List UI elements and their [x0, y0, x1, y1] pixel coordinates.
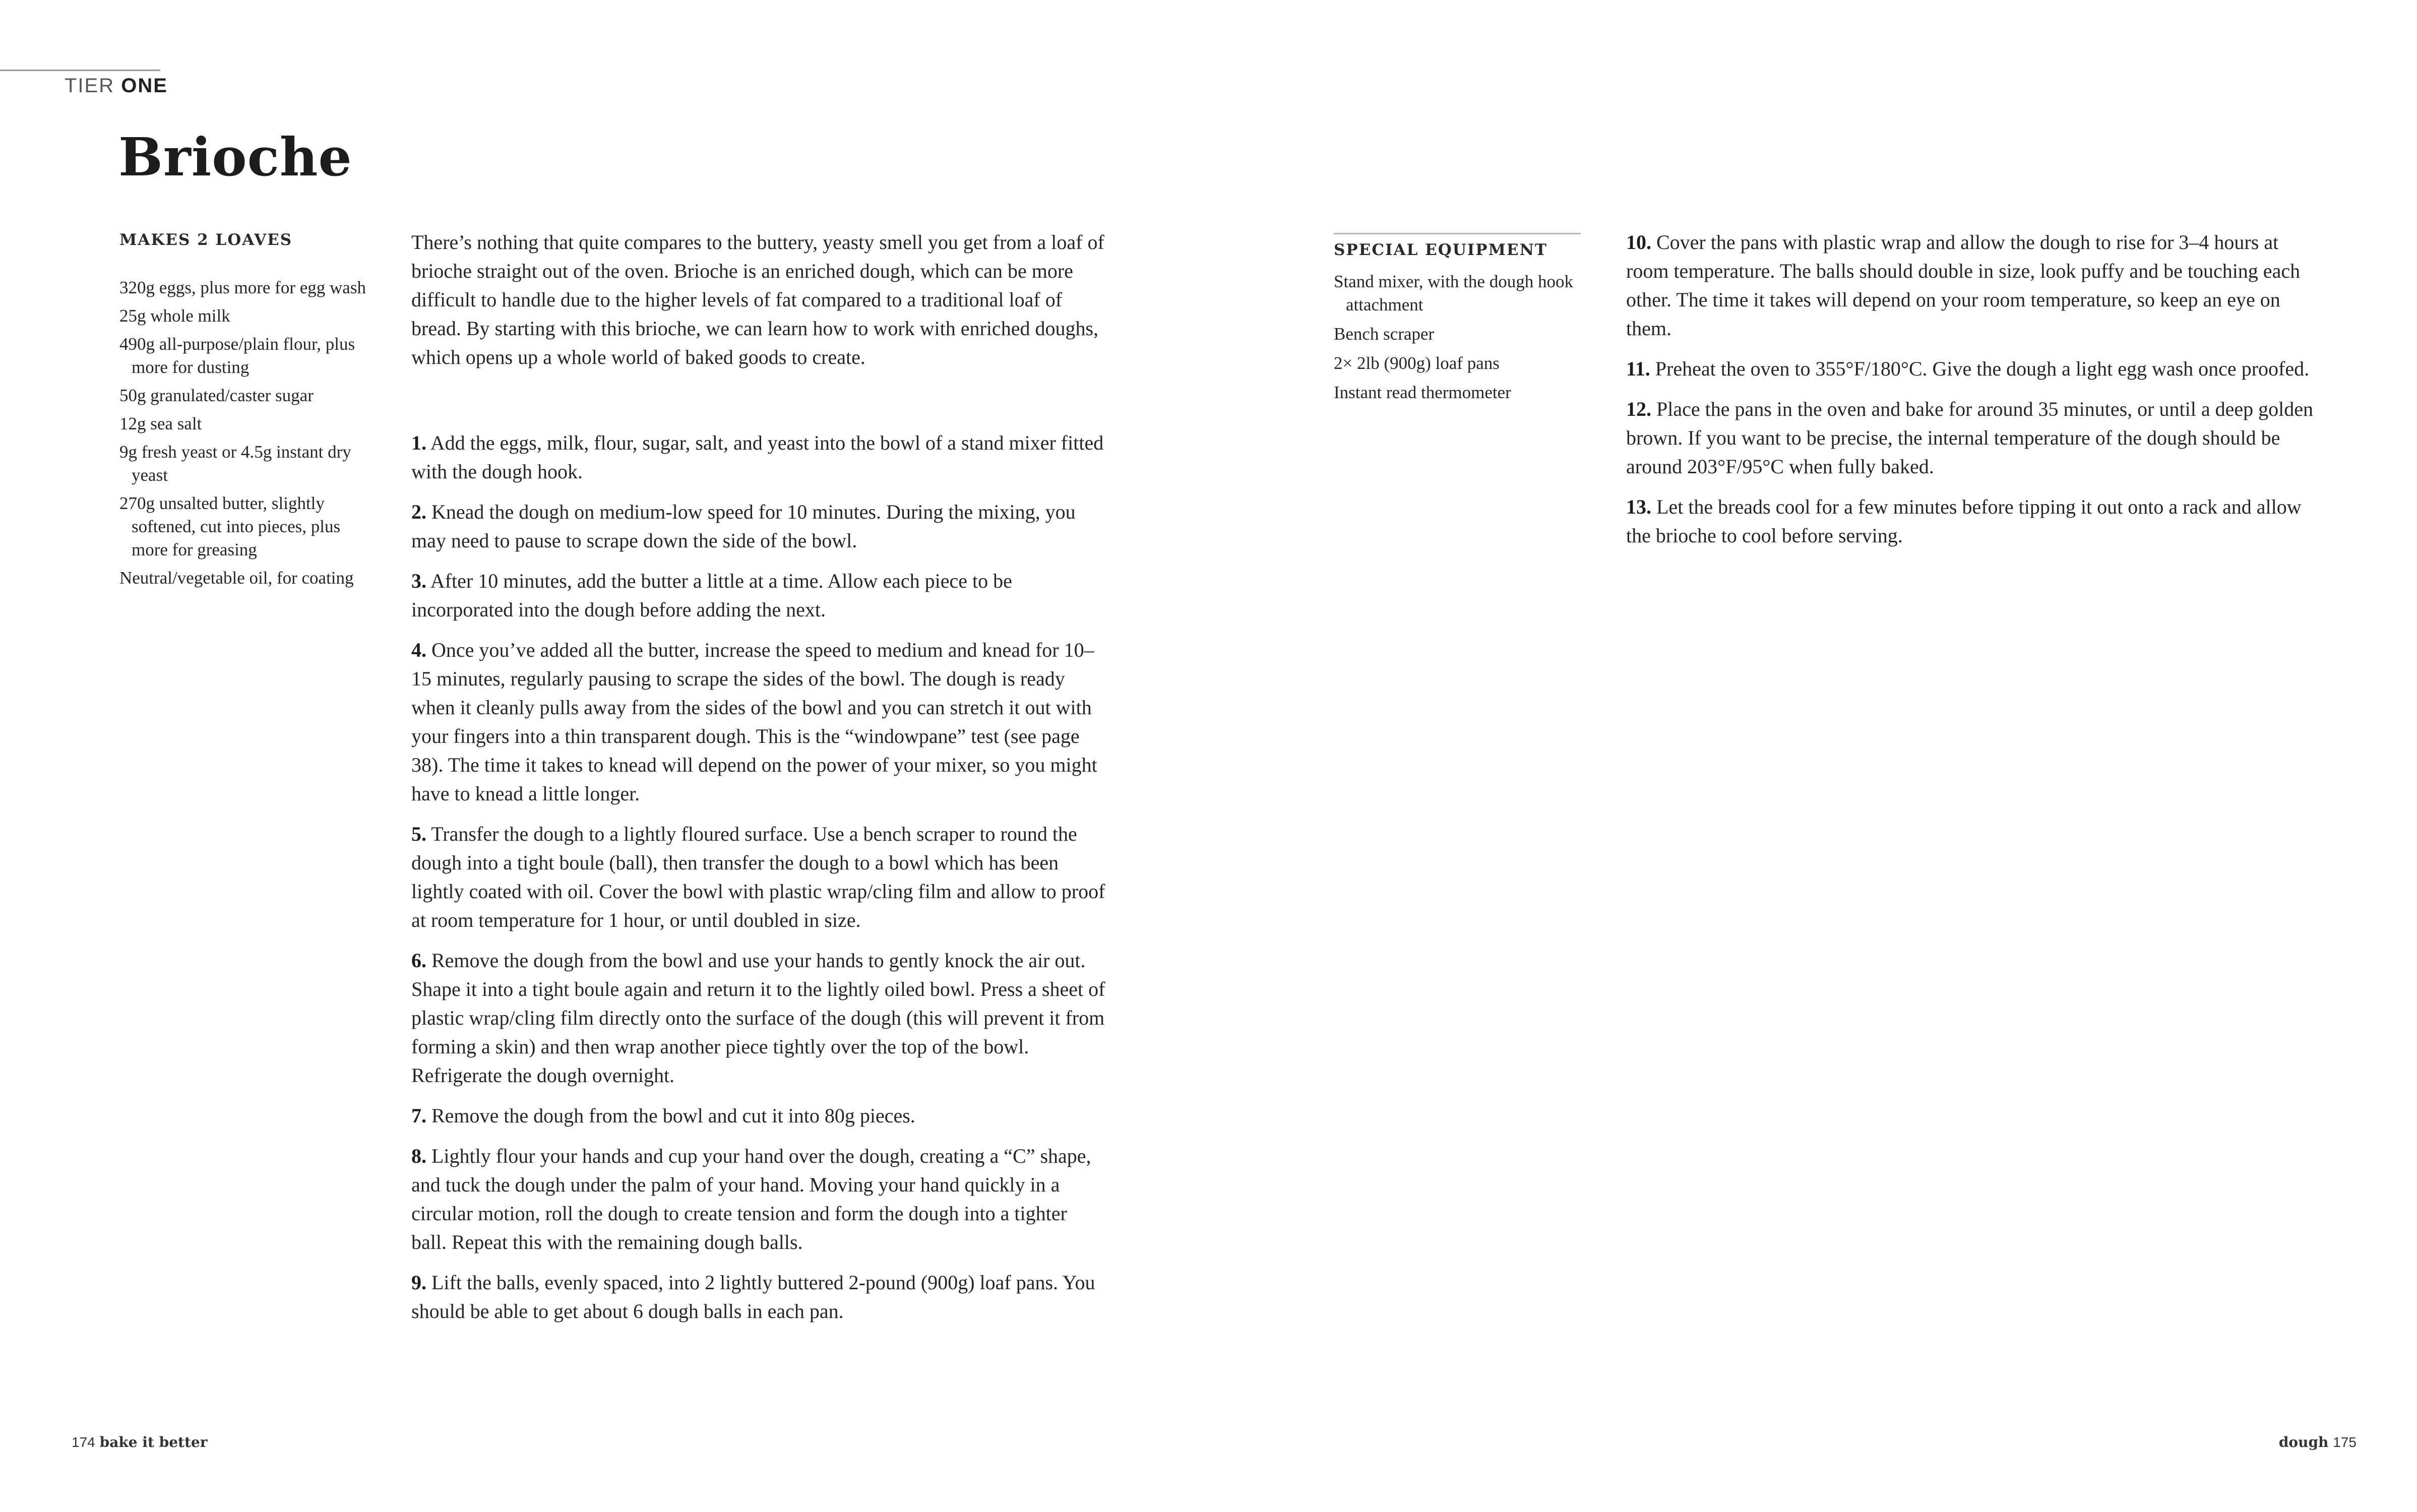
method-step [1626, 395, 2322, 481]
step-text: After 10 minutes, add the butter a little at a time. Allow each piece to be incorporated into the dough before adding the next. [411, 570, 1012, 621]
ingredient-item: 270g unsalted butter, slightly softened, cut into pieces, plus more for greasing [119, 493, 341, 559]
ingredient-list [119, 276, 371, 595]
ingredient-item: 490g all-purpose/plain flour, plus more for dusting [119, 334, 355, 377]
step-text: Once you’ve added all the butter, increase the speed to medium and knead for 10–15 minutes, regularly pausing to scrape the sides of the bowl. The dough is ready when it cleanly pulls away from the sides of the bowl and you can stretch it out with your fingers into a thin transparent dough. This is the “windowpane” test (see page 38). The time it takes to knead will depend on the power of your mixer, so you might have to knead a little longer. [411, 639, 1097, 805]
page-number-left: 174 [72, 1434, 95, 1450]
step-text: Place the pans in the oven and bake for around 35 minutes, or until a deep golden brown. If you want to be precise, the internal temperature of the dough should be around 203°F/95°C when fully baked. [1626, 398, 2313, 478]
step-text: Transfer the dough to a lightly floured surface. Use a bench scraper to round the dough into a tight boule (ball), then transfer the dough to a bowl which has been lightly coated with oil. Cover the bowl with plastic wrap/cling film and allow to proof at room temperature for 1 hour, or until doubled in size. [411, 823, 1105, 931]
yield-label: MAKES 2 LOAVES [119, 231, 293, 249]
tier-rule [0, 70, 160, 71]
footer-right [2279, 1434, 2357, 1451]
equipment-title: SPECIAL EQUIPMENT [1334, 241, 1547, 259]
tier-prefix: TIER [65, 75, 115, 97]
method-step [411, 566, 1107, 624]
step-number: 7. [411, 1104, 426, 1127]
method-step [411, 497, 1107, 555]
equipment-rule [1334, 233, 1581, 234]
step-text: Preheat the oven to 355°F/180°C. Give the dough a light egg wash once proofed. [1655, 357, 2310, 380]
equipment-list [1334, 270, 1596, 410]
step-number: 3. [411, 570, 426, 592]
step-number: 1. [411, 431, 426, 454]
equipment-item: Instant read thermometer [1334, 383, 1511, 402]
step-text: Knead the dough on medium-low speed for 10 minutes. During the mixing, you may need to pause to scrape down the side of the bowl. [411, 500, 1076, 552]
step-number: 4. [411, 639, 426, 661]
step-number: 2. [411, 500, 426, 523]
ingredient-item: 25g whole milk [119, 306, 230, 326]
step-text: Lightly flour your hands and cup your hand over the dough, creating a “C” shape, and tuck the dough under the palm of your hand. Moving your hand quickly in a circular motion, roll the dough to create tension and form the dough into a tighter ball. Repeat this with the remaining dough balls. [411, 1145, 1091, 1253]
step-text: Cover the pans with plastic wrap and allow the dough to rise for 3–4 hours at room temperature. The balls should double in size, look puffy and be touching each other. The time it takes will depend on your room temperature, so keep an eye on them. [1626, 231, 2301, 340]
method-step [411, 1101, 1107, 1130]
method-step [411, 636, 1107, 808]
step-text: Remove the dough from the bowl and use your hands to gently knock the air out. Shape it into a tight boule again and return it to the lightly oiled bowl. Press a sheet of plastic wrap/cling film directly onto the surface of the dough (this will prevent it from forming a skin) and then wrap another piece tightly over the top of the bowl. Refrigerate the dough overnight. [411, 949, 1105, 1087]
equipment-item: Bench scraper [1334, 324, 1435, 344]
page-number-right: 175 [2333, 1434, 2357, 1450]
step-number: 8. [411, 1145, 426, 1167]
step-number: 11. [1626, 357, 1650, 380]
method-steps-right [1626, 228, 2322, 561]
method-step [1626, 354, 2322, 383]
tier-level: ONE [121, 75, 168, 97]
method-step [411, 820, 1107, 934]
ingredient-item: 50g granulated/caster sugar [119, 386, 314, 405]
method-step [411, 1142, 1107, 1256]
method-step [1626, 228, 2322, 343]
step-number: 6. [411, 949, 426, 972]
footer-left [72, 1434, 207, 1451]
ingredient-item: 12g sea salt [119, 414, 202, 433]
step-text: Add the eggs, milk, flour, sugar, salt, and yeast into the bowl of a stand mixer fitted with the dough hook. [411, 431, 1104, 483]
intro-paragraph: There’s nothing that quite compares to the buttery, yeasty smell you get from a loaf of brioche straight out of the oven. Brioche is an enriched dough, which can be more difficult to handle due to the higher levels of fat compared to a traditional loaf of bread. By starting with this brioche, we can learn how to work with enriched doughs, which opens up a whole world of baked goods to create. [411, 231, 1104, 368]
book-title: bake it better [99, 1434, 208, 1451]
method-step [411, 428, 1107, 486]
ingredient-item: Neutral/vegetable oil, for coating [119, 568, 354, 588]
step-number: 10. [1626, 231, 1651, 254]
section-title: dough [2278, 1434, 2329, 1451]
recipe-title: Brioche [118, 126, 352, 188]
step-number: 5. [411, 823, 426, 845]
step-number: 9. [411, 1271, 426, 1294]
ingredient-item: 9g fresh yeast or 4.5g instant dry yeast [119, 442, 351, 485]
equipment-item: Stand mixer, with the dough hook attachment [1334, 272, 1573, 314]
tier-label [65, 75, 168, 97]
step-text: Let the breads cool for a few minutes before tipping it out onto a rack and allow the brioche to cool before serving. [1626, 495, 2302, 547]
method-step [411, 1268, 1107, 1326]
method-steps-left [411, 428, 1107, 1337]
step-number: 12. [1626, 398, 1651, 420]
ingredient-item: 320g eggs, plus more for egg wash [119, 278, 366, 297]
step-text: Lift the balls, evenly spaced, into 2 lightly buttered 2-pound (900g) loaf pans. You should be able to get about 6 dough balls in each pan. [411, 1271, 1095, 1322]
method-step [1626, 492, 2322, 550]
equipment-item: 2× 2lb (900g) loaf pans [1334, 353, 1500, 373]
step-text: Remove the dough from the bowl and cut it into 80g pieces. [431, 1104, 915, 1127]
method-step [411, 946, 1107, 1090]
step-number: 13. [1626, 495, 1651, 518]
